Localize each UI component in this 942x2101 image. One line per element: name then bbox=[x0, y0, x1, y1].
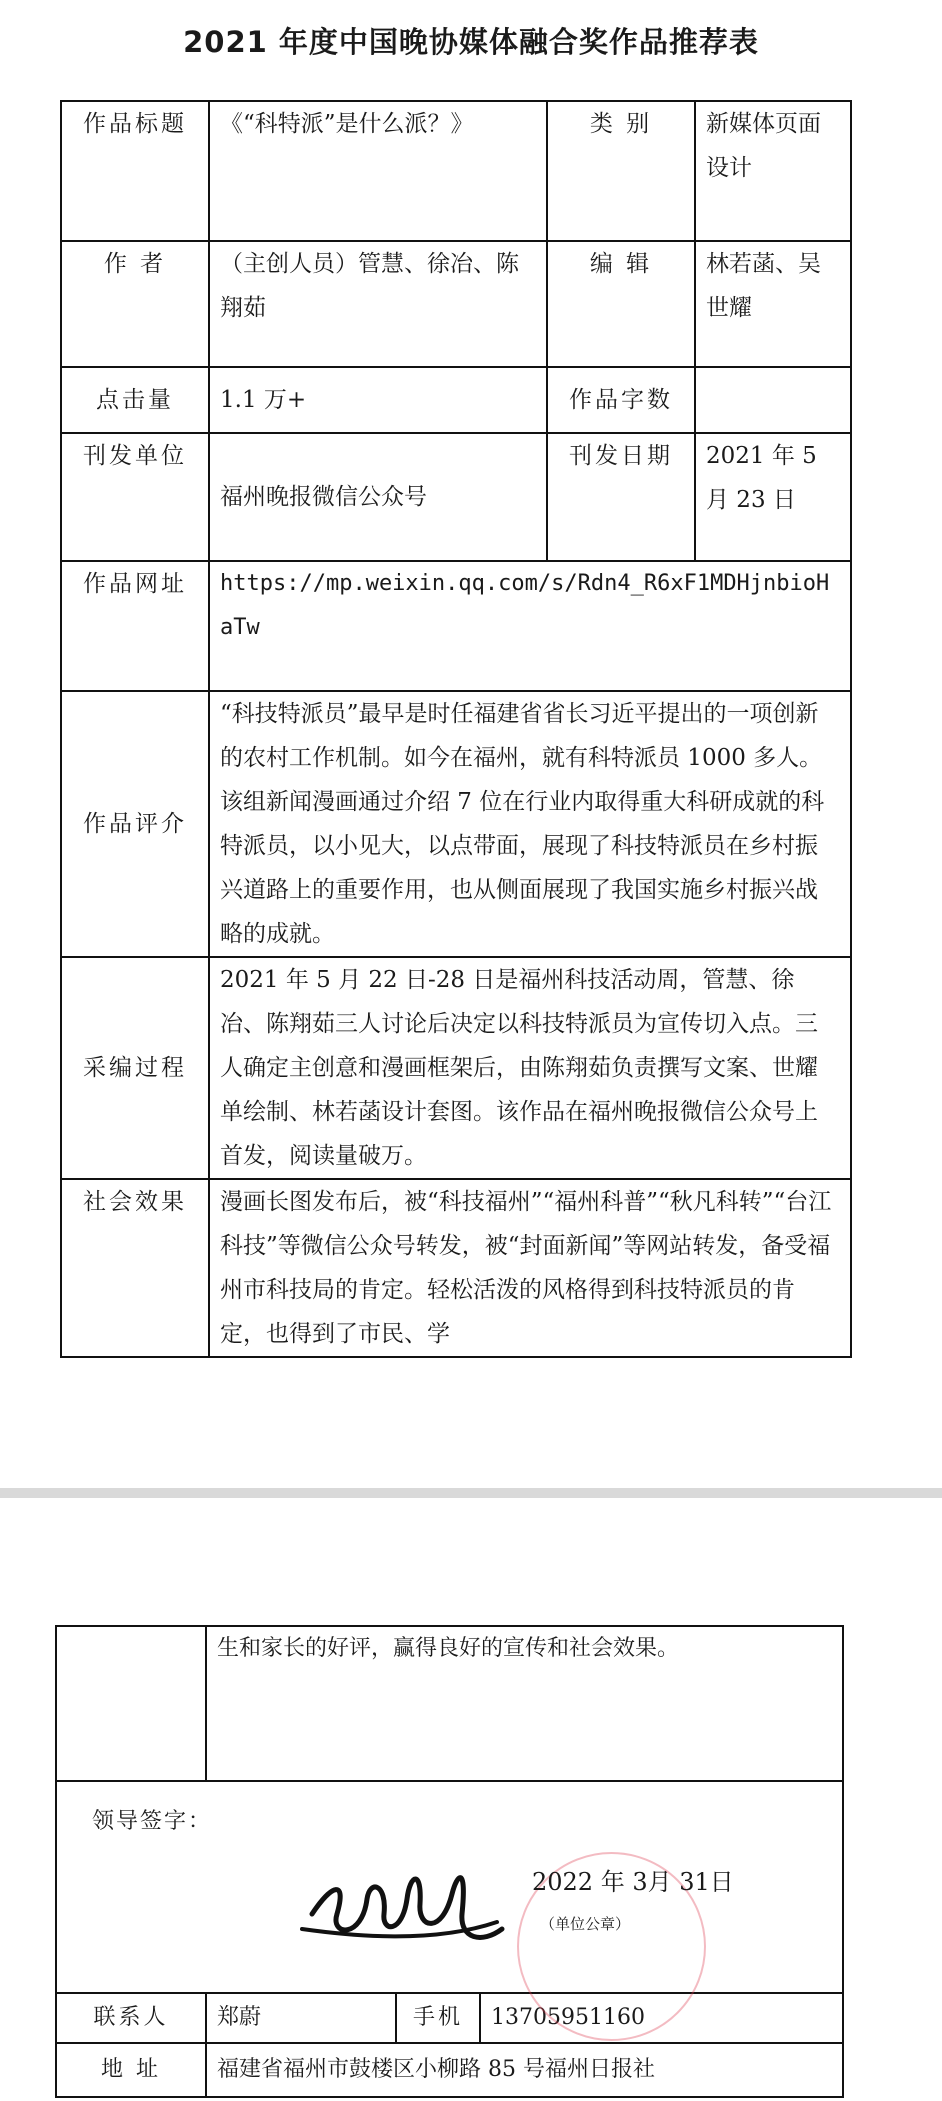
signature-label: 领导签字： bbox=[92, 1809, 213, 1834]
phone-value: 13705951160 bbox=[480, 1993, 843, 2043]
title-label: 作品标题 bbox=[61, 101, 209, 241]
category-value: 新媒体页面设计 bbox=[695, 101, 851, 241]
title-value: 《“科特派”是什么派？》 bbox=[209, 101, 547, 241]
editor-value: 林若菡、吴世耀 bbox=[695, 241, 851, 367]
contact-value: 郑蔚 bbox=[206, 1993, 396, 2043]
handwritten-signature bbox=[292, 1844, 512, 1954]
review-value: “科技特派员”最早是时任福建省省长习近平提出的一项创新的农村工作机制。如今在福州，就有科特派员 1000 多人。该组新闻漫画通过介绍 7 位在行业内取得重大科研成就的科特派员，以小见大，以点带面，展现了科技特派员在乡村振兴道路上的重要作用，也从侧面展现了我国实施乡村振兴战略的成就。 bbox=[209, 691, 851, 957]
effect-label: 社会效果 bbox=[61, 1179, 209, 1357]
process-value: 2021 年 5 月 22 日-28 日是福州科技活动周，管慧、徐冶、陈翔茹三人讨论后决定以科技特派员为宣传切入点。三人确定主创意和漫画框架后，由陈翔茹负责撰写文案、世耀单绘制、林若菡设计套图。该作品在福州晚报微信公众号上首发，阅读量破万。 bbox=[209, 957, 851, 1179]
editor-label: 编 辑 bbox=[547, 241, 695, 367]
recommendation-form-table bbox=[60, 100, 852, 1358]
effect-continued-label bbox=[56, 1626, 206, 1781]
seal-caption: （单位公章） bbox=[540, 1915, 631, 1933]
url-value: https://mp.weixin.qq.com/s/Rdn4_R6xF1MDHjnbioHaTw bbox=[209, 561, 851, 691]
page-separator bbox=[0, 1488, 942, 1498]
signature-date: 2022 年 3月 31日 bbox=[532, 1868, 734, 1896]
publisher-label: 刊发单位 bbox=[61, 433, 209, 561]
clicks-label: 点击量 bbox=[61, 367, 209, 433]
signature-area bbox=[57, 1782, 842, 1992]
address-label: 地 址 bbox=[56, 2043, 206, 2097]
contact-label: 联系人 bbox=[56, 1993, 206, 2043]
effect-value: 漫画长图发布后，被“科技福州”“福州科普”“秋凡科转”“台江科技”等微信公众号转发，被“封面新闻”等网站转发，备受福州市科技局的肯定。轻松活泼的风格得到科技特派员的肯定，也得到了市民、学 bbox=[209, 1179, 851, 1357]
review-label: 作品评介 bbox=[61, 691, 209, 957]
phone-label: 手机 bbox=[396, 1993, 480, 2043]
clicks-value: 1.1 万+ bbox=[209, 367, 547, 433]
effect-value-continued: 生和家长的好评，赢得良好的宣传和社会效果。 bbox=[206, 1626, 843, 1781]
category-label: 类 别 bbox=[547, 101, 695, 241]
wordcount-value bbox=[695, 367, 851, 433]
signature-contact-table bbox=[55, 1625, 844, 2098]
author-value: （主创人员）管慧、徐冶、陈翔茹 bbox=[209, 241, 547, 367]
url-label: 作品网址 bbox=[61, 561, 209, 691]
address-value: 福建省福州市鼓楼区小柳路 85 号福州日报社 bbox=[206, 2043, 843, 2097]
process-label: 采编过程 bbox=[61, 957, 209, 1179]
wordcount-label: 作品字数 bbox=[547, 367, 695, 433]
author-label: 作 者 bbox=[61, 241, 209, 367]
date-label: 刊发日期 bbox=[547, 433, 695, 561]
publisher-value: 福州晚报微信公众号 bbox=[209, 433, 547, 561]
date-value: 2021 年 5 月 23 日 bbox=[695, 433, 851, 561]
page-title: 2021 年度中国晚协媒体融合奖作品推荐表 bbox=[183, 25, 759, 59]
